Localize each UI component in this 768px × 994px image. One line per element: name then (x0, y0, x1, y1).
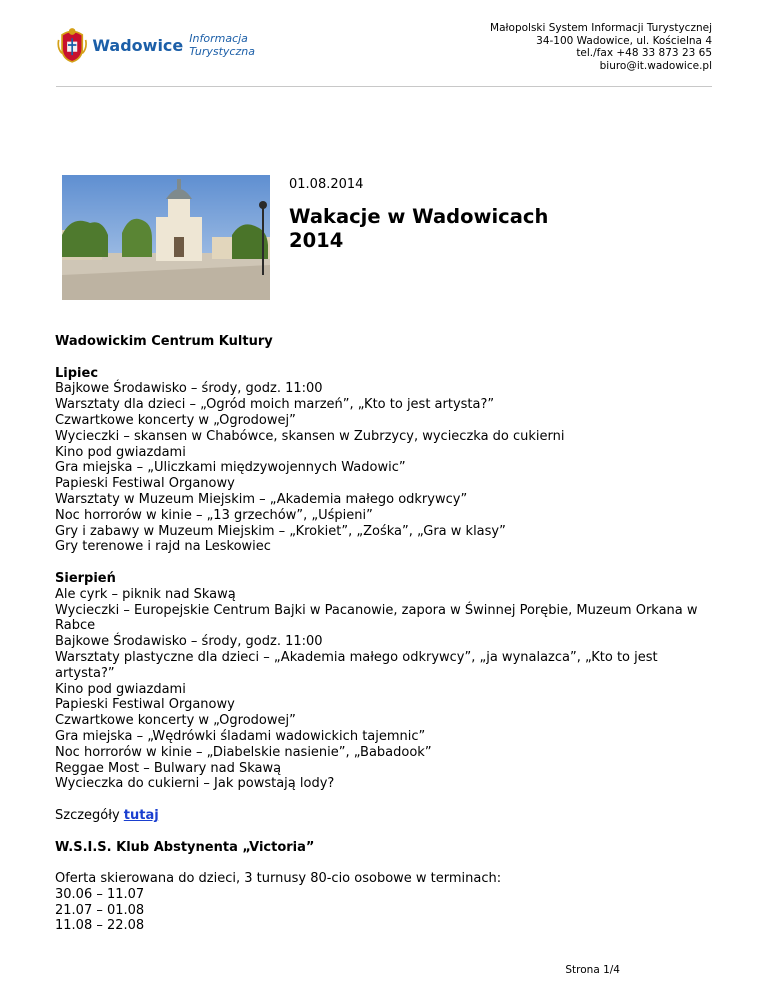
victoria-intro: Oferta skierowana do dzieci, 3 turnusy 80-cio osobowe w terminach: (55, 871, 502, 887)
article-title-line: 2014 (289, 229, 344, 252)
list-item: Czwartkowe koncerty w „Ogrodowej” (55, 412, 296, 428)
contact-phone: tel./fax +48 33 873 23 65 (576, 47, 712, 59)
article-title (289, 205, 599, 253)
list-item: Gra miejska – „Wędrówki śladami wadowickich tajemnic” (55, 728, 426, 744)
contact-address: 34-100 Wadowice, ul. Kościelna 4 (536, 34, 712, 47)
list-item: Warsztaty dla dzieci – „Ogród moich marzeń”, „Kto to jest artysta?” (55, 397, 495, 413)
header-divider (56, 86, 712, 87)
site-logo (57, 20, 297, 70)
list-item: Bajkowe Środawisko – środy, godz. 11:00 (55, 381, 323, 397)
list-item: Reggae Most – Bulwary nad Skawą (55, 760, 282, 776)
section-heading-wck: Wadowickim Centrum Kultury (55, 334, 273, 349)
victoria-block (55, 871, 710, 934)
article-title-line: Wakacje w Wadowicach (289, 205, 549, 228)
logo-name: Wadowice (92, 35, 184, 55)
term-item: 30.06 – 11.07 (55, 886, 145, 902)
contact-org: Małopolski System Informacji Turystycznej (490, 22, 712, 34)
list-item: Gry i zabawy w Muzeum Miejskim – „Krokiet”, „Zośka”, „Gra w klasy” (55, 523, 506, 539)
list-item: Kino pod gwiazdami (55, 681, 186, 697)
contact-block (490, 22, 712, 72)
list-item: Gry terenowe i rajd na Leskowiec (55, 539, 271, 555)
page-number: Strona 1/4 (565, 964, 620, 976)
term-item: 11.08 – 22.08 (55, 918, 145, 934)
list-item: Wycieczki – skansen w Chabówce, skansen w Zubrzycy, wycieczka do cukierni (55, 428, 565, 444)
list-item: Warsztaty plastyczne dla dzieci – „Akademia małego odkrywcy”, „ja wynalazca”, „Kto to jest artysta?” (55, 649, 658, 681)
section-heading-victoria: W.S.I.S. Klub Abstynenta „Victoria” (55, 839, 315, 855)
article-body (55, 334, 710, 950)
july-block (55, 366, 710, 556)
list-item: Wycieczki – Europejskie Centrum Bajki w Pacanowie, zapora w Świnnej Porębie, Muzeum Orkana w Rabce (55, 602, 698, 634)
coat-of-arms-icon (57, 23, 87, 67)
details-line (55, 808, 710, 824)
list-item: Noc horrorów w kinie – „13 grzechów”, „Uśpieni” (55, 507, 373, 523)
article-photo (62, 175, 270, 300)
month-heading-august: Sierpień (55, 570, 116, 586)
list-item: Kino pod gwiazdami (55, 444, 186, 460)
list-item: Gra miejska – „Uliczkami międzywojennych Wadowic” (55, 460, 406, 476)
list-item: Papieski Festiwal Organowy (55, 476, 235, 492)
article-date: 01.08.2014 (289, 177, 364, 192)
list-item: Czwartkowe koncerty w „Ogrodowej” (55, 713, 296, 729)
term-item: 21.07 – 01.08 (55, 902, 145, 918)
details-label: Szczegóły (55, 807, 120, 823)
month-heading-july: Lipiec (55, 365, 99, 381)
list-item: Wycieczka do cukierni – Jak powstają lody? (55, 776, 335, 792)
details-link[interactable]: tutaj (123, 807, 159, 823)
list-item: Bajkowe Środawisko – środy, godz. 11:00 (55, 634, 323, 650)
list-item: Ale cyrk – piknik nad Skawą (55, 586, 236, 602)
logo-subtitle: Informacja Turystyczna (189, 32, 255, 58)
list-item: Warsztaty w Muzeum Miejskim – „Akademia małego odkrywcy” (55, 491, 468, 507)
august-block (55, 571, 710, 792)
list-item: Noc horrorów w kinie – „Diabelskie nasienie”, „Babadook” (55, 744, 432, 760)
contact-email: biuro@it.wadowice.pl (599, 59, 712, 72)
list-item: Papieski Festiwal Organowy (55, 697, 235, 713)
